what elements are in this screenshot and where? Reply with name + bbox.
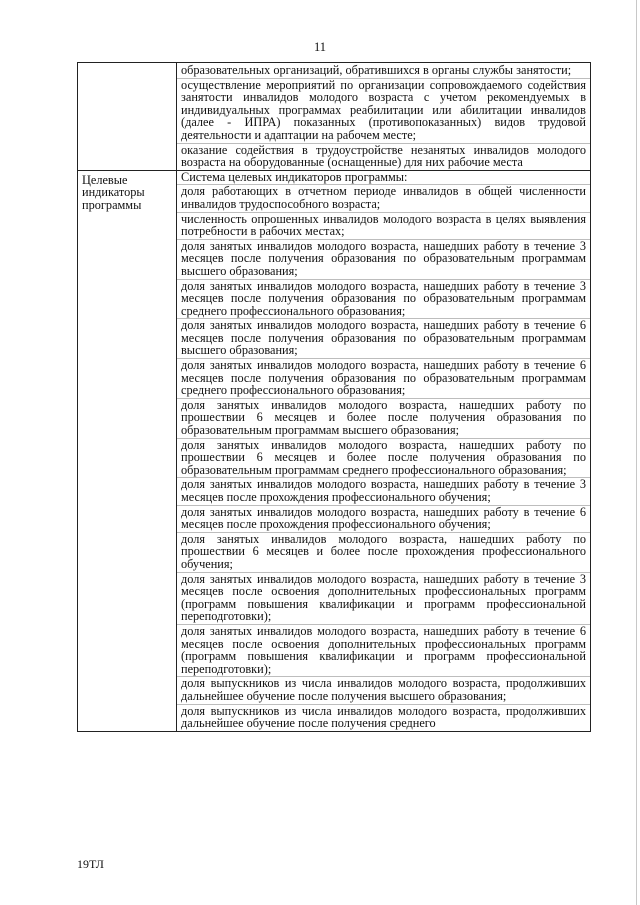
paragraph: доля занятых инвалидов молодого возраста, нашедших работу по прошествии 6 месяцев и более после получения образования по образовательным программам высшего образования; [177,399,590,439]
paragraph: оказание содействия в трудоустройстве незанятых инвалидов молодого возраста на оборудованные (оснащенные) для них рабочие места [181,142,586,170]
program-passport-table [77,62,591,732]
page-number: 11 [313,40,327,54]
paragraph: доля занятых инвалидов молодого возраста, нашедших работу в течение 3 месяцев после прохождения профессионального обучения; [177,478,590,505]
paragraph: доля занятых инвалидов молодого возраста, нашедших работу в течение 6 месяцев после получения образования по образовательным программам высшего образования; [177,319,590,359]
paragraph: доля занятых инвалидов молодого возраста, нашедших работу в течение 6 месяцев после освоения дополнительных профессиональных программ (программ повышения квалификации и программ профессиональной переподготовки); [177,625,590,677]
paragraph: доля работающих в отчетном периоде инвалидов в общей численности инвалидов трудоспособного возраста; [177,185,590,212]
paragraph: осуществление мероприятий по организации сопровождаемого содействия занятости инвалидов молодого возраста с учетом рекомендуемых в индивидуальных программах реабилитации или абилитации инвалидов (далее - ИПРА) показанных (противопоказанных) видов трудовой деятельности и адаптации на рабочем месте; [177,79,590,144]
row-label [78,63,177,171]
paragraph: образовательных организаций, обратившихся в органы службы занятости; [177,63,590,79]
paragraph: доля занятых инвалидов молодого возраста, нашедших работу по прошествии 6 месяцев и более после прохождения профессионального обучения; [177,533,590,573]
paragraph: численность опрошенных инвалидов молодого возраста в целях выявления потребности в рабочих местах; [177,213,590,240]
table-row [78,63,591,171]
paragraph: доля занятых инвалидов молодого возраста, нашедших работу в течение 3 месяцев после получения образования по образовательным программам высшего образования; [177,240,590,280]
paragraph: доля занятых инвалидов молодого возраста, нашедших работу в течение 6 месяцев после получения образования по образовательным программам среднего профессионального образования; [177,359,590,399]
footer-document-code: 19ТЛ [77,857,104,871]
paragraph: доля выпускников из числа инвалидов молодого возраста, продолживших дальнейшее обучение после получения среднего [181,703,586,731]
paragraph: доля занятых инвалидов молодого возраста, нашедших работу в течение 3 месяцев после освоения дополнительных профессиональных программ (программ повышения квалификации и программ профессиональной переподготовки); [177,573,590,625]
paragraph: Система целевых индикаторов программы: [177,171,590,186]
paragraph: доля занятых инвалидов молодого возраста, нашедших работу по прошествии 6 месяцев и более после получения образования по образовательным программам среднего профессионального образования; [177,439,590,479]
row-label-target-indicators: Целевые индикаторы программы [78,170,177,731]
paragraph: доля занятых инвалидов молодого возраста, нашедших работу в течение 6 месяцев после прохождения профессионального обучения; [177,506,590,533]
scan-edge-line [636,0,637,905]
row-content [177,63,591,171]
paragraph: доля занятых инвалидов молодого возраста, нашедших работу в течение 3 месяцев после получения образования по образовательным программам среднего профессионального образования; [177,280,590,320]
table-row [78,170,591,731]
row-content [177,170,591,731]
paragraph: доля выпускников из числа инвалидов молодого возраста, продолживших дальнейшее обучение после получения высшего образования; [177,677,590,704]
